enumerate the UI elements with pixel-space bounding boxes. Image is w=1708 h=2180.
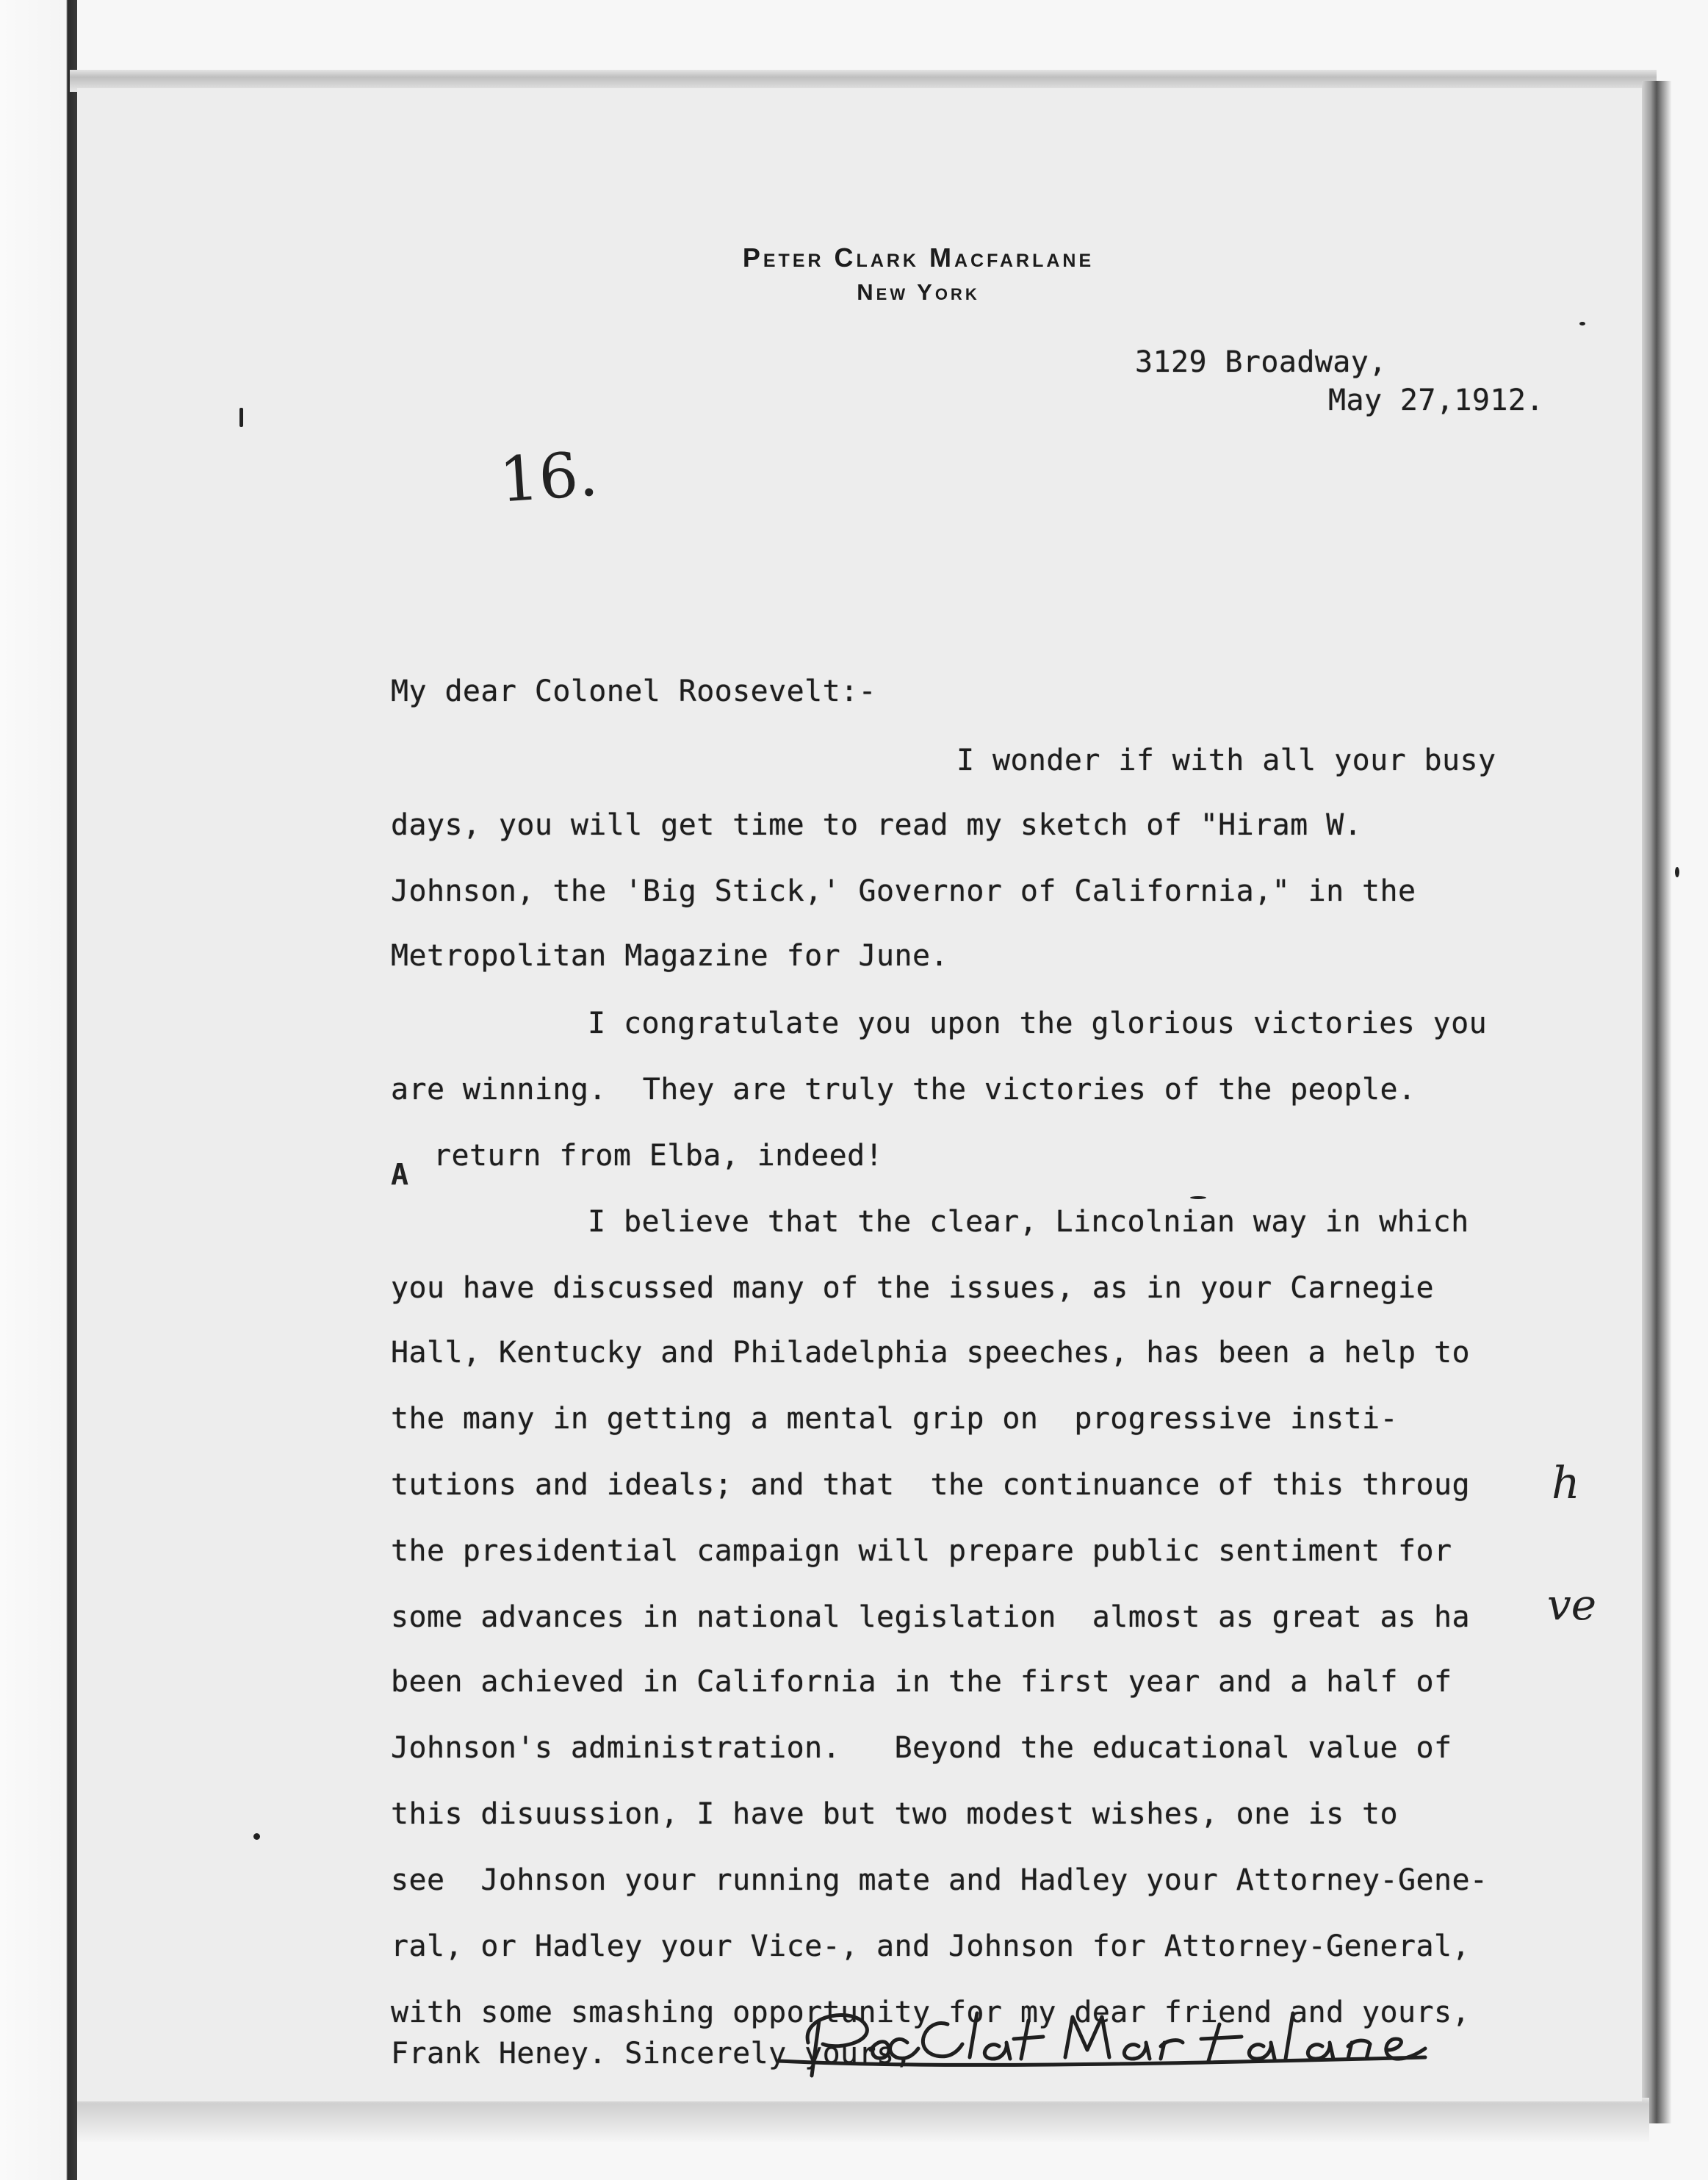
scan-speck <box>1579 322 1585 325</box>
body-line: I believe that the clear, Lincolnian way in which <box>588 1205 1469 1239</box>
closing-line: Frank Heney. Sincerely yours, <box>391 2037 912 2071</box>
scan-border-left <box>0 0 77 2180</box>
body-line: you have discussed many of the issues, as in your Carnegie <box>391 1271 1434 1305</box>
body-line: Metropolitan Magazine for June. <box>391 939 948 973</box>
handwritten-page-number: 16. <box>497 437 600 517</box>
body-line: I congratulate you upon the glorious victories you <box>588 1007 1488 1040</box>
body-line: return from Elba, indeed! <box>433 1139 884 1173</box>
body-line: the presidential campaign will prepare public sentiment for <box>391 1534 1452 1568</box>
letterhead-name: Peter Clark Macfarlane <box>742 242 1095 273</box>
body-line: the many in getting a mental grip on progressive insti- <box>391 1402 1398 1436</box>
handwritten-correction-through: h <box>1552 1458 1580 1509</box>
address-street: 3129 Broadway, <box>1135 345 1387 379</box>
letterhead-city: New York <box>857 279 980 305</box>
scan-speck <box>239 408 243 427</box>
body-line: see Johnson your running mate and Hadley your Attorney-Gene- <box>391 1863 1488 1897</box>
scan-speck <box>1675 867 1679 877</box>
body-line: days, you will get time to read my sketch of "Hiram W. <box>391 808 1363 842</box>
salutation: My dear Colonel Roosevelt:- <box>391 674 877 708</box>
body-line: Johnson's administration. Beyond the educational value of <box>391 1731 1452 1765</box>
handwritten-caret-a: A <box>391 1158 409 1192</box>
body-line: I wonder if with all your busy <box>956 744 1496 777</box>
body-line: tutions and ideals; and that the continuance of this throug <box>391 1468 1470 1502</box>
body-line: with some smashing opportunity for my dear friend and yours, <box>391 1996 1470 2029</box>
body-line: Johnson, the 'Big Stick,' Governor of California," in the <box>391 874 1416 908</box>
body-line: are winning. They are truly the victories of the people. <box>391 1073 1416 1107</box>
body-line: Hall, Kentucky and Philadelphia speeches, has been a help to <box>391 1336 1470 1370</box>
scan-border-right <box>1642 81 1671 2123</box>
handwritten-correction-have: ve <box>1547 1580 1597 1630</box>
body-line: ral, or Hadley your Vice-, and Johnson for Attorney-General, <box>391 1929 1470 1963</box>
scan-border-bottom <box>77 2098 1649 2142</box>
body-line: been achieved in California in the first year and a half of <box>391 1665 1452 1699</box>
letter-date: May 27,1912. <box>1328 384 1544 417</box>
body-line: some advances in national legislation almost as great as ha <box>391 1600 1470 1634</box>
body-line: this disuussion, I have but two modest wishes, one is to <box>391 1797 1398 1831</box>
scan-speck <box>253 1833 260 1840</box>
scan-speck <box>1190 1196 1206 1199</box>
